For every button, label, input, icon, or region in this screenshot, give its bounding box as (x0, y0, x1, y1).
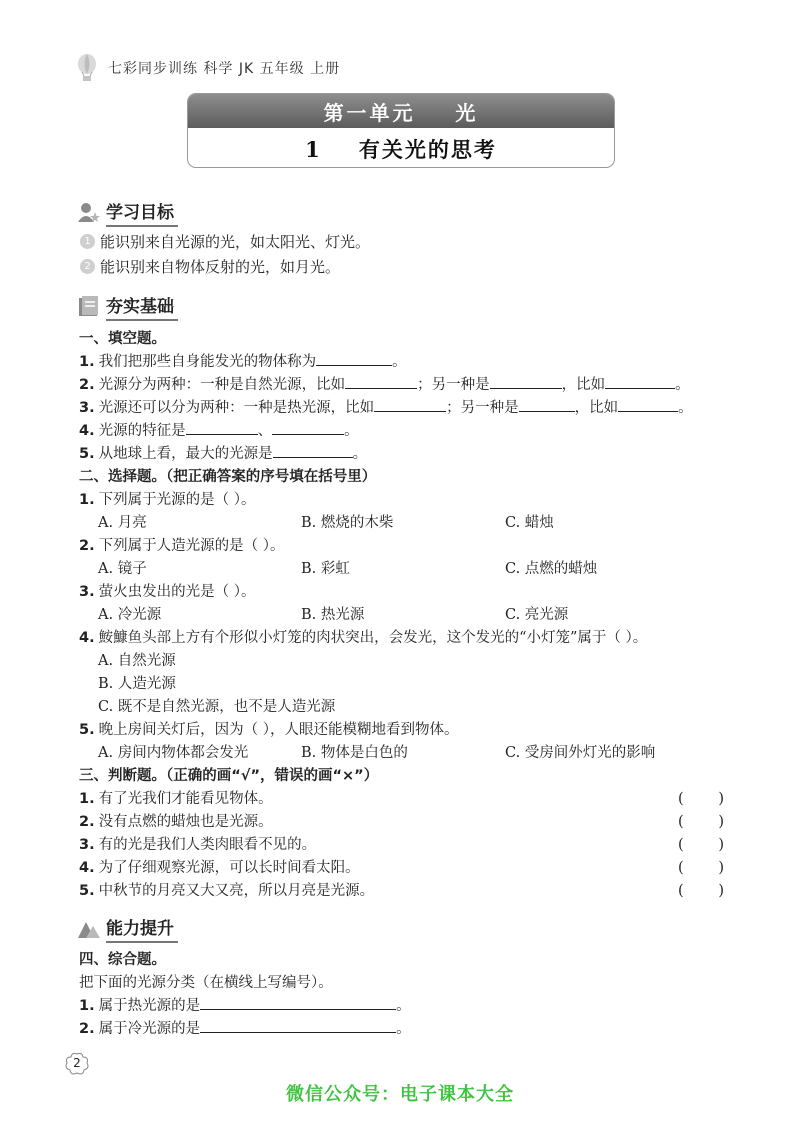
choice-option[interactable]: B. 热光源 (301, 607, 365, 623)
question-text: 。 (678, 400, 693, 416)
question-number: 4. (79, 630, 95, 646)
paren-open: ( (678, 837, 684, 853)
goal-item (80, 231, 370, 252)
fill-heading: 一、填空题。 (79, 331, 166, 347)
question-text: 。 (392, 354, 407, 370)
question-text: 属于热光源的是 (98, 998, 201, 1014)
paren-close: ) (718, 791, 724, 807)
fill-question-4 (79, 421, 359, 441)
question-text: 下列属于人造光源的是（ ）。 (98, 538, 285, 554)
question-text: 有了光我们才能看见物体。 (98, 791, 273, 807)
fill-question-5 (79, 444, 367, 464)
choice-option[interactable]: B. 物体是白色的 (301, 745, 408, 761)
paren-open: ( (678, 814, 684, 830)
judge-item-5 (79, 881, 374, 901)
question-text: 属于冷光源的是 (98, 1021, 201, 1037)
choice-option[interactable]: C. 亮光源 (505, 607, 569, 623)
notebook-icon (78, 296, 100, 318)
goal-item (80, 256, 340, 277)
choice-question-4 (79, 628, 647, 648)
question-text: 。 (344, 423, 359, 439)
question-text: 。 (396, 1021, 411, 1037)
paren-open: ( (678, 883, 684, 899)
choice-option[interactable]: A. 房间内物体都会发光 (98, 745, 249, 761)
answer-parentheses[interactable] (678, 835, 724, 855)
answer-blank[interactable] (374, 398, 446, 412)
person-star-icon (78, 202, 100, 224)
answer-blank[interactable] (272, 421, 344, 435)
question-text: ，比如 (561, 377, 606, 393)
answer-blank[interactable] (519, 398, 575, 412)
judge-heading: 三、判断题。（正确的画“√”，错误的画“×”） (79, 768, 379, 784)
question-text: 从地球上看，最大的光源是 (98, 446, 273, 462)
goals-section-head (78, 198, 178, 227)
question-text: ，比如 (574, 400, 619, 416)
answer-blank[interactable] (316, 352, 392, 366)
judge-item-1 (79, 789, 273, 809)
question-text: ；另一种是 (417, 377, 490, 393)
question-number: 3. (79, 837, 95, 853)
paren-open: ( (678, 791, 684, 807)
answer-parentheses[interactable] (678, 812, 724, 832)
paren-close: ) (718, 837, 724, 853)
choice-heading: 二、选择题。（把正确答案的序号填在括号里） (79, 469, 377, 485)
choice-question-2 (79, 536, 284, 556)
judge-item-3 (79, 835, 316, 855)
page-number (64, 1052, 90, 1076)
choice-question-1 (79, 490, 255, 510)
question-text: 我们把那些自身能发光的物体称为 (98, 354, 317, 370)
answer-parentheses[interactable] (678, 789, 724, 809)
question-text: ；另一种是 (446, 400, 519, 416)
goal-text: 能识别来自物体反射的光，如月光。 (100, 258, 341, 276)
paren-open: ( (678, 860, 684, 876)
watermark: 微信公众号：电子课本大全 (286, 1084, 514, 1105)
choice-option[interactable]: B. 彩虹 (301, 561, 350, 577)
paren-close: ) (718, 860, 724, 876)
question-number: 2. (79, 538, 95, 554)
answer-parentheses[interactable] (678, 858, 724, 878)
question-number: 1. (79, 998, 95, 1014)
classify-question-2 (79, 1019, 411, 1039)
answer-blank[interactable] (273, 444, 353, 458)
answer-blank[interactable] (200, 996, 396, 1010)
question-text: 。 (396, 998, 411, 1014)
lesson-title: 1 有关光的思考 (305, 136, 497, 162)
question-number: 3. (79, 584, 95, 600)
question-number: 1. (79, 354, 95, 370)
choice-option[interactable]: C. 点燃的蜡烛 (505, 561, 598, 577)
question-text: 光源的特征是 (98, 423, 186, 439)
title-box (187, 93, 615, 168)
question-text: 没有点燃的蜡烛也是光源。 (98, 814, 273, 830)
answer-blank[interactable] (490, 375, 562, 389)
header-text: 七彩同步训练 科学 JK 五年级 上册 (108, 61, 341, 77)
answer-parentheses[interactable] (678, 881, 724, 901)
goal-number: 2 (80, 259, 95, 274)
goals-title: 学习目标 (106, 198, 178, 227)
answer-blank[interactable] (618, 398, 678, 412)
ability-title: 能力提升 (106, 914, 178, 943)
choice-option[interactable]: A. 自然光源 (98, 653, 176, 669)
answer-blank[interactable] (200, 1019, 396, 1033)
choice-option[interactable]: C. 受房间外灯光的影响 (505, 745, 656, 761)
choice-question-5 (79, 720, 458, 740)
page-number-text: 2 (73, 1056, 81, 1070)
question-number: 5. (79, 446, 95, 462)
basics-section-head (78, 292, 178, 321)
judge-item-2 (79, 812, 273, 832)
answer-blank[interactable] (605, 375, 675, 389)
question-text: 光源分为两种：一种是自然光源，比如 (98, 377, 346, 393)
question-text: 、 (257, 423, 273, 439)
balloon-icon (76, 54, 98, 82)
choice-option[interactable]: C. 蜡烛 (505, 515, 554, 531)
goal-text: 能识别来自光源的光，如太阳光、灯光。 (100, 233, 371, 251)
choice-option[interactable]: A. 月亮 (98, 515, 147, 531)
basics-title: 夯实基础 (106, 292, 178, 321)
unit-title: 第一单元 光 (188, 94, 614, 128)
question-number: 5. (79, 722, 95, 738)
question-number: 4. (79, 860, 95, 876)
question-text: 光源还可以分为两种：一种是热光源，比如 (98, 400, 375, 416)
judge-item-4 (79, 858, 360, 878)
answer-blank[interactable] (345, 375, 417, 389)
paren-close: ) (718, 883, 724, 899)
fill-question-1 (79, 352, 407, 372)
question-number: 2. (79, 377, 95, 393)
comprehensive-intro: 把下面的光源分类（在横线上写编号）。 (79, 975, 333, 991)
question-text: 中秋节的月亮又大又亮，所以月亮是光源。 (98, 883, 375, 899)
question-number: 4. (79, 423, 95, 439)
question-text: 萤火虫发出的光是（ ）。 (98, 584, 256, 600)
question-number: 2. (79, 1021, 95, 1037)
paren-close: ) (718, 814, 724, 830)
question-text: 。 (675, 377, 690, 393)
choice-question-3 (79, 582, 255, 602)
choice-option[interactable]: B. 人造光源 (98, 676, 176, 692)
ability-section-head (78, 914, 178, 943)
fill-question-2 (79, 375, 690, 395)
question-number: 5. (79, 883, 95, 899)
answer-blank[interactable] (186, 421, 258, 435)
choice-option[interactable]: A. 镜子 (98, 561, 147, 577)
comprehensive-heading: 四、综合题。 (79, 952, 166, 968)
choice-option[interactable]: A. 冷光源 (98, 607, 162, 623)
question-text: 。 (352, 446, 368, 462)
question-text: 鮟鱇鱼头部上方有个形似小灯笼的肉状突出，会发光，这个发光的“小灯笼”属于（ ）。 (98, 630, 648, 646)
question-number: 3. (79, 400, 95, 416)
question-text: 晚上房间关灯后，因为（ ），人眼还能模糊地看到物体。 (98, 722, 459, 738)
question-number: 2. (79, 814, 95, 830)
question-number: 1. (79, 791, 95, 807)
question-number: 1. (79, 492, 95, 508)
classify-question-1 (79, 996, 411, 1016)
choice-option[interactable]: B. 燃烧的木柴 (301, 515, 394, 531)
choice-option[interactable]: C. 既不是自然光源，也不是人造光源 (98, 699, 336, 715)
mountain-icon (78, 918, 100, 940)
fill-question-3 (79, 398, 693, 418)
question-text: 有的光是我们人类肉眼看不见的。 (98, 837, 317, 853)
question-text: 下列属于光源的是（ ）。 (98, 492, 256, 508)
page-header (76, 54, 340, 82)
question-text: 为了仔细观察光源，可以长时间看太阳。 (98, 860, 360, 876)
goal-number: 1 (80, 234, 95, 249)
